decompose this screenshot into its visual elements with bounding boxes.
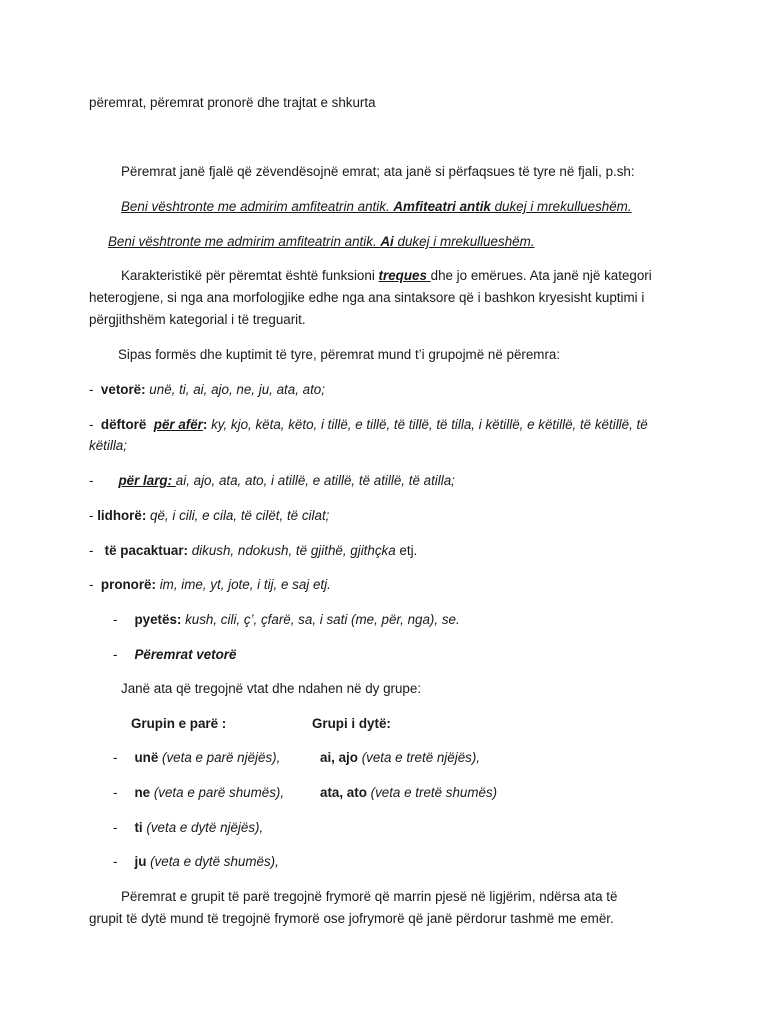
characteristics-text-a: Karakteristikë për përemtat është funksioni — [121, 268, 379, 283]
pronoun-description: (veta e tretë njëjës), — [357, 750, 481, 765]
list-dash: - — [89, 543, 94, 558]
pronoun-description: (veta e parë shumës), — [150, 785, 285, 800]
example-2-part-3: dukej i mrekullueshëm. — [393, 234, 535, 249]
list-label: lidhorë: — [97, 508, 147, 523]
list-dash: - — [113, 820, 118, 835]
characteristics-line-1 — [121, 267, 652, 285]
list-label: pyetës: — [134, 612, 182, 627]
pronoun-description: (veta e tretë shumës) — [366, 785, 498, 800]
pronoun-row — [113, 784, 673, 802]
pronoun-second-group — [320, 784, 497, 802]
list-sublabel: për afër — [153, 417, 203, 432]
list-colon: : — [202, 417, 208, 432]
pronoun-second-group — [320, 749, 480, 767]
example-2-part-1: Beni vështronte me admirim amfiteatrin antik. — [108, 234, 381, 249]
section-heading-vetore — [113, 646, 236, 664]
list-text: im, ime, yt, jote, i tij, e saj etj. — [155, 577, 331, 592]
example-1-part-3: dukej i mrekullueshëm. — [490, 199, 632, 214]
list-label: pronorë: — [100, 577, 156, 592]
pronoun-row — [113, 819, 263, 837]
closing-line-1: Përemrat e grupit të parë tregojnë frymorë që marrin pjesë në ligjërim, ndërsa ata të — [121, 889, 618, 904]
pronoun: ju — [134, 854, 147, 869]
list-item-deftore — [89, 416, 648, 434]
list-text: ky, kjo, këta, këto, i tillë, e tillë, të tillë, të tilla, i këtillë, e këtillë, të këtillë, të — [207, 417, 648, 432]
list-label: të pacaktuar: — [104, 543, 188, 558]
list-text: dikush, ndokush, të gjithë, gjithçka — [188, 543, 396, 558]
list-text: që, i cili, e cila, të cilët, të cilat; — [146, 508, 330, 523]
group-header-first: Grupin e parë : — [131, 716, 227, 731]
list-dash: - — [89, 382, 94, 397]
list-sublabel: për larg: — [118, 473, 176, 488]
pronoun-description: (veta e parë njëjës), — [158, 750, 281, 765]
characteristics-text-b: dhe jo emërues. Ata janë një kategori — [430, 268, 652, 283]
list-item-lidhore — [89, 507, 329, 525]
group-header-second: Grupi i dytë: — [312, 716, 391, 731]
treques-term: treques — [378, 268, 431, 283]
list-item-pyetes — [113, 611, 460, 629]
example-1-part-1: Beni vështronte me admirim amfiteatrin antik. — [121, 199, 394, 214]
list-dash: - — [89, 473, 94, 488]
pronoun: ata, ato — [320, 785, 367, 800]
pronoun-row — [113, 749, 673, 767]
vetore-intro: Janë ata që tregojnë vtat dhe ndahen në dy grupe: — [121, 681, 422, 696]
characteristics-line-3: përgjithshëm kategorial i të treguarit. — [89, 312, 306, 327]
list-text: unë, ti, ai, ajo, ne, ju, ata, ato; — [145, 382, 325, 397]
list-etj: etj. — [395, 543, 418, 558]
pronoun-description: (veta e dytë shumës), — [146, 854, 279, 869]
list-item-perlarg — [89, 472, 455, 490]
pronoun: ne — [134, 785, 151, 800]
pronoun-description: (veta e dytë njëjës), — [142, 820, 264, 835]
list-text: kush, cili, ç’, çfarë, sa, i sati (me, për, nga), se. — [181, 612, 460, 627]
closing-line-2: grupit të dytë mund të tregojnë frymorë ose jofrymorë që janë përdorur tashmë me emër. — [89, 911, 614, 926]
example-sentence-1 — [121, 198, 632, 216]
pronoun-row — [113, 853, 279, 871]
list-text: këtilla; — [89, 438, 127, 453]
document-title: përemrat, përemrat pronorë dhe trajtat e shkurta — [89, 95, 376, 110]
example-1-subject: Amfiteatri antik — [393, 199, 491, 214]
pronoun: ti — [134, 820, 143, 835]
list-item-pronore — [89, 576, 331, 594]
group-headers — [131, 715, 651, 733]
section-heading-label: Përemrat vetorë — [134, 647, 237, 662]
intro-paragraph: Përemrat janë fjalë që zëvendësojnë emrat; ata janë si përfaqsues të tyre në fjali, p.sh: — [121, 164, 635, 179]
list-dash: - — [113, 647, 118, 662]
characteristics-line-2: heterogjene, si nga ana morfologjike edhe nga ana sintaksore që i bashkon kryesisht kuptimi i — [89, 290, 645, 305]
list-item-vetore — [89, 381, 325, 399]
groups-intro: Sipas formës dhe kuptimit të tyre, përemrat mund t’i grupojmë në përemra: — [118, 347, 561, 362]
list-dash: - — [113, 854, 118, 869]
example-sentence-2 — [108, 233, 534, 251]
list-dash: - — [113, 785, 118, 800]
list-item-deftore-cont — [89, 437, 127, 455]
list-dash: - — [89, 417, 94, 432]
list-dash: - — [113, 750, 118, 765]
list-dash: - — [89, 508, 94, 523]
example-2-pronoun: Ai — [380, 234, 394, 249]
list-item-pacaktuar — [89, 542, 417, 560]
list-dash: - — [89, 577, 94, 592]
pronoun: ai, ajo — [320, 750, 358, 765]
list-label: dëftorë — [100, 417, 147, 432]
list-label: vetorë: — [100, 382, 146, 397]
list-dash: - — [113, 612, 118, 627]
list-text: ai, ajo, ata, ato, i atillë, e atillë, të atillë, të atilla; — [175, 473, 455, 488]
pronoun: unë — [134, 750, 159, 765]
